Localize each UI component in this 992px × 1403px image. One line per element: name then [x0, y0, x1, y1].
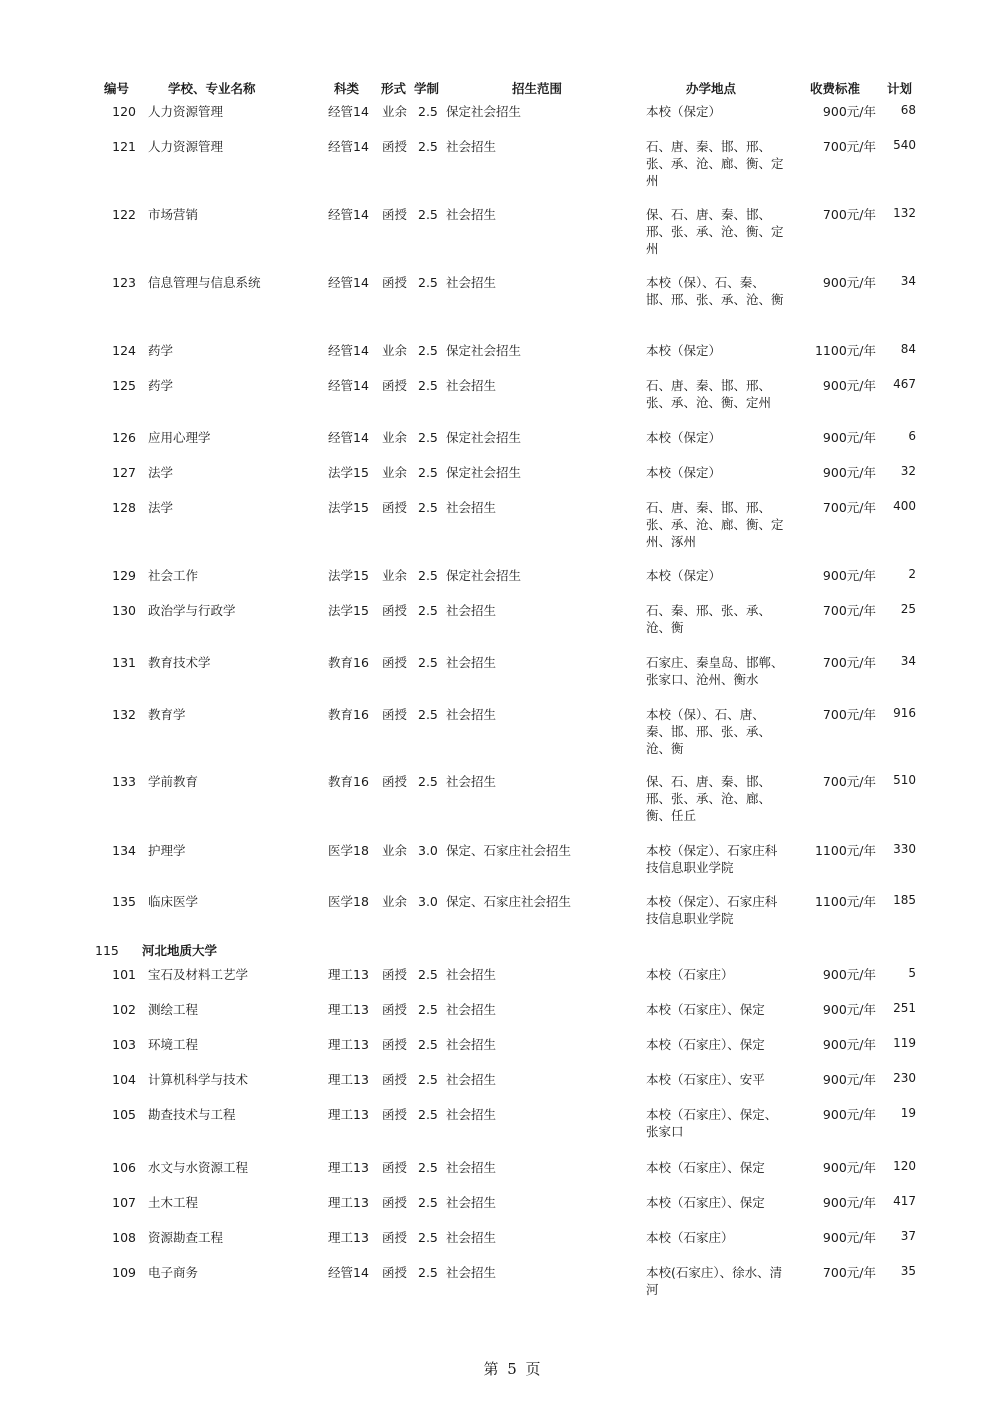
- plan-count: 37: [900, 1229, 916, 1243]
- category: 理工13: [328, 1107, 369, 1122]
- duration: 2.5: [418, 207, 438, 222]
- study-form: 业余: [382, 343, 408, 358]
- category: 理工13: [328, 1230, 369, 1245]
- category: 理工13: [328, 1195, 369, 1210]
- study-form: 函授: [382, 1160, 408, 1175]
- enrollment-scope: 社会招生: [446, 1195, 497, 1210]
- row-number: 104: [112, 1072, 136, 1087]
- category: 经管14: [328, 430, 369, 445]
- plan-count: 132: [893, 206, 916, 220]
- category: 教育16: [328, 774, 369, 789]
- row-number: 120: [112, 104, 136, 119]
- duration: 2.5: [418, 774, 438, 789]
- duration: 2.5: [418, 967, 438, 982]
- fee: 700元/年: [822, 707, 876, 722]
- study-form: 业余: [382, 894, 408, 909]
- location: 本校（保定）: [646, 430, 722, 445]
- category: 理工13: [328, 1072, 369, 1087]
- location: 保、石、唐、秦、邯、邢、张、承、沧、衡、定州: [646, 207, 784, 256]
- major-name: 信息管理与信息系统: [148, 275, 261, 290]
- fee: 700元/年: [822, 603, 876, 618]
- enrollment-scope: 社会招生: [446, 1230, 497, 1245]
- duration: 3.0: [418, 894, 438, 909]
- duration: 2.5: [418, 430, 438, 445]
- major-name: 测绘工程: [148, 1002, 199, 1017]
- major-name: 环境工程: [148, 1037, 199, 1052]
- major-name: 法学: [148, 465, 174, 480]
- plan-count: 32: [900, 464, 916, 478]
- major-name: 临床医学: [148, 894, 199, 909]
- plan-count: 84: [900, 342, 916, 356]
- category: 经管14: [328, 104, 369, 119]
- category: 经管14: [328, 343, 369, 358]
- fee: 900元/年: [822, 378, 876, 393]
- fee: 900元/年: [822, 1002, 876, 1017]
- location: 本校（保定）、石家庄科技信息职业学院: [646, 894, 778, 926]
- study-form: 函授: [382, 655, 408, 670]
- fee: 900元/年: [822, 1160, 876, 1175]
- category: 理工13: [328, 967, 369, 982]
- major-name: 药学: [148, 378, 174, 393]
- enrollment-scope: 社会招生: [446, 655, 497, 670]
- row-number: 127: [112, 465, 136, 480]
- enrollment-scope: 社会招生: [446, 707, 497, 722]
- row-number: 135: [112, 894, 136, 909]
- study-form: 函授: [382, 967, 408, 982]
- study-form: 函授: [382, 1002, 408, 1017]
- duration: 2.5: [418, 1265, 438, 1280]
- duration: 2.5: [418, 275, 438, 290]
- enrollment-scope: 保定、石家庄社会招生: [446, 843, 572, 858]
- major-name: 勘查技术与工程: [148, 1107, 236, 1122]
- row-number: 103: [112, 1037, 136, 1052]
- row-number: 101: [112, 967, 136, 982]
- enrollment-scope: 社会招生: [446, 275, 497, 290]
- header-scope: 招生范围: [512, 81, 563, 96]
- plan-count: 540: [893, 138, 916, 152]
- study-form: 函授: [382, 1230, 408, 1245]
- major-name: 宝石及材料工艺学: [148, 967, 249, 982]
- enrollment-scope: 社会招生: [446, 207, 497, 222]
- page-number: 第 5 页: [483, 1360, 543, 1378]
- fee: 900元/年: [822, 1195, 876, 1210]
- major-name: 人力资源管理: [148, 104, 224, 119]
- location: 石、秦、邢、张、承、沧、衡: [646, 603, 772, 635]
- enrollment-scope: 社会招生: [446, 603, 497, 618]
- plan-count: 230: [893, 1071, 916, 1085]
- header-fee: 收费标准: [810, 81, 861, 96]
- header-form: 形式: [381, 81, 407, 96]
- row-number: 122: [112, 207, 136, 222]
- fee: 900元/年: [822, 1072, 876, 1087]
- category: 理工13: [328, 1160, 369, 1175]
- enrollment-scope: 社会招生: [446, 1002, 497, 1017]
- plan-count: 251: [893, 1001, 916, 1015]
- school-code: 115: [95, 943, 119, 958]
- study-form: 业余: [382, 104, 408, 119]
- location: 本校（石家庄）、保定: [646, 1037, 765, 1052]
- duration: 3.0: [418, 843, 438, 858]
- fee: 900元/年: [822, 275, 876, 290]
- duration: 2.5: [418, 500, 438, 515]
- category: 理工13: [328, 1002, 369, 1017]
- study-form: 业余: [382, 465, 408, 480]
- major-name: 应用心理学: [148, 430, 211, 445]
- duration: 2.5: [418, 1037, 438, 1052]
- duration: 2.5: [418, 1230, 438, 1245]
- location: 本校（石家庄）、保定: [646, 1195, 765, 1210]
- major-name: 政治学与行政学: [148, 603, 236, 618]
- duration: 2.5: [418, 1160, 438, 1175]
- duration: 2.5: [418, 707, 438, 722]
- enrollment-scope: 社会招生: [446, 1072, 497, 1087]
- location: 本校（保定）: [646, 465, 722, 480]
- study-form: 函授: [382, 500, 408, 515]
- major-name: 水文与水资源工程: [148, 1160, 249, 1175]
- enrollment-scope: 社会招生: [446, 1265, 497, 1280]
- fee: 900元/年: [822, 1037, 876, 1052]
- plan-count: 34: [900, 654, 916, 668]
- major-name: 人力资源管理: [148, 139, 224, 154]
- duration: 2.5: [418, 465, 438, 480]
- school-name: 河北地质大学: [142, 943, 218, 958]
- row-number: 126: [112, 430, 136, 445]
- duration: 2.5: [418, 568, 438, 583]
- row-number: 123: [112, 275, 136, 290]
- study-form: 函授: [382, 378, 408, 393]
- location: 本校（保）、石、秦、邯、邢、张、承、沧、衡: [646, 275, 784, 307]
- category: 经管14: [328, 207, 369, 222]
- major-name: 学前教育: [148, 774, 199, 789]
- major-name: 社会工作: [148, 568, 199, 583]
- plan-count: 417: [893, 1194, 916, 1208]
- enrollment-scope: 社会招生: [446, 378, 497, 393]
- plan-count: 330: [893, 842, 916, 856]
- plan-count: 35: [900, 1264, 916, 1278]
- study-form: 函授: [382, 603, 408, 618]
- fee: 900元/年: [822, 430, 876, 445]
- enrollment-scope: 保定社会招生: [446, 104, 522, 119]
- category: 经管14: [328, 1265, 369, 1280]
- enrollment-scope: 保定社会招生: [446, 343, 522, 358]
- header-name: 学校、专业名称: [168, 81, 256, 96]
- enrollment-scope: 保定、石家庄社会招生: [446, 894, 572, 909]
- duration: 2.5: [418, 343, 438, 358]
- location: 本校（石家庄）: [646, 1230, 734, 1245]
- location: 本校（保定）: [646, 568, 722, 583]
- study-form: 业余: [382, 568, 408, 583]
- row-number: 124: [112, 343, 136, 358]
- fee: 700元/年: [822, 207, 876, 222]
- plan-count: 119: [893, 1036, 916, 1050]
- major-name: 护理学: [148, 843, 186, 858]
- header-duration: 学制: [414, 81, 440, 96]
- fee: 1100元/年: [814, 843, 876, 858]
- row-number: 129: [112, 568, 136, 583]
- fee: 700元/年: [822, 774, 876, 789]
- study-form: 函授: [382, 1107, 408, 1122]
- major-name: 教育学: [148, 707, 186, 722]
- row-number: 121: [112, 139, 136, 154]
- location: 本校（保定）、石家庄科技信息职业学院: [646, 843, 778, 875]
- row-number: 130: [112, 603, 136, 618]
- enrollment-scope: 社会招生: [446, 967, 497, 982]
- header-location: 办学地点: [686, 81, 737, 96]
- location: 本校（保）、石、唐、秦、邯、邢、张、承、沧、衡: [646, 707, 772, 756]
- row-number: 102: [112, 1002, 136, 1017]
- major-name: 资源勘查工程: [148, 1230, 224, 1245]
- plan-count: 19: [900, 1106, 916, 1120]
- category: 法学15: [328, 500, 369, 515]
- study-form: 函授: [382, 275, 408, 290]
- duration: 2.5: [418, 104, 438, 119]
- duration: 2.5: [418, 1002, 438, 1017]
- category: 医学18: [328, 894, 369, 909]
- study-form: 函授: [382, 1037, 408, 1052]
- header-category: 科类: [334, 81, 360, 96]
- category: 教育16: [328, 707, 369, 722]
- fee: 1100元/年: [814, 894, 876, 909]
- plan-count: 34: [900, 274, 916, 288]
- fee: 900元/年: [822, 568, 876, 583]
- location: 本校（石家庄）、保定: [646, 1002, 765, 1017]
- category: 医学18: [328, 843, 369, 858]
- row-number: 107: [112, 1195, 136, 1210]
- fee: 900元/年: [822, 465, 876, 480]
- duration: 2.5: [418, 1107, 438, 1122]
- major-name: 市场营销: [148, 207, 199, 222]
- study-form: 函授: [382, 707, 408, 722]
- study-form: 函授: [382, 207, 408, 222]
- location: 本校（石家庄）、保定: [646, 1160, 765, 1175]
- location: 石、唐、秦、邯、邢、张、承、沧、衡、定州: [646, 378, 772, 410]
- plan-count: 120: [893, 1159, 916, 1173]
- location: 保、石、唐、秦、邯、邢、张、承、沧、廊、衡、任丘: [646, 774, 772, 823]
- duration: 2.5: [418, 603, 438, 618]
- location: 本校（石家庄）、安平: [646, 1072, 765, 1087]
- enrollment-scope: 社会招生: [446, 1160, 497, 1175]
- row-number: 132: [112, 707, 136, 722]
- category: 经管14: [328, 139, 369, 154]
- major-name: 教育技术学: [148, 655, 211, 670]
- row-number: 109: [112, 1265, 136, 1280]
- fee: 700元/年: [822, 1265, 876, 1280]
- header-plan: 计划: [887, 81, 913, 96]
- plan-count: 916: [893, 706, 916, 720]
- fee: 900元/年: [822, 1230, 876, 1245]
- category: 法学15: [328, 603, 369, 618]
- plan-count: 185: [893, 893, 916, 907]
- plan-count: 2: [908, 567, 916, 581]
- category: 教育16: [328, 655, 369, 670]
- category: 法学15: [328, 465, 369, 480]
- row-number: 134: [112, 843, 136, 858]
- plan-count: 25: [900, 602, 916, 616]
- row-number: 125: [112, 378, 136, 393]
- row-number: 108: [112, 1230, 136, 1245]
- enrollment-scope: 社会招生: [446, 139, 497, 154]
- major-name: 药学: [148, 343, 174, 358]
- category: 经管14: [328, 378, 369, 393]
- duration: 2.5: [418, 139, 438, 154]
- enrollment-scope: 保定社会招生: [446, 465, 522, 480]
- plan-count: 467: [893, 377, 916, 391]
- duration: 2.5: [418, 1072, 438, 1087]
- duration: 2.5: [418, 378, 438, 393]
- fee: 1100元/年: [814, 343, 876, 358]
- category: 理工13: [328, 1037, 369, 1052]
- plan-count: 400: [893, 499, 916, 513]
- category: 法学15: [328, 568, 369, 583]
- plan-count: 68: [900, 103, 916, 117]
- fee: 700元/年: [822, 500, 876, 515]
- location: 石、唐、秦、邯、邢、张、承、沧、廊、衡、定州、涿州: [646, 500, 784, 549]
- fee: 700元/年: [822, 655, 876, 670]
- fee: 900元/年: [822, 104, 876, 119]
- fee: 700元/年: [822, 139, 876, 154]
- row-number: 128: [112, 500, 136, 515]
- header-no: 编号: [104, 81, 130, 96]
- enrollment-scope: 保定社会招生: [446, 430, 522, 445]
- enrollment-scope: 社会招生: [446, 774, 497, 789]
- location: 本校（保定）: [646, 104, 722, 119]
- enrollment-scope: 社会招生: [446, 500, 497, 515]
- location: 本校（石家庄）: [646, 967, 734, 982]
- major-name: 法学: [148, 500, 174, 515]
- fee: 900元/年: [822, 1107, 876, 1122]
- study-form: 业余: [382, 843, 408, 858]
- study-form: 业余: [382, 430, 408, 445]
- location: 本校（石家庄）、保定、张家口: [646, 1107, 778, 1139]
- location: 本校(石家庄）、徐水、清河: [646, 1265, 783, 1297]
- row-number: 106: [112, 1160, 136, 1175]
- enrollment-scope: 社会招生: [446, 1037, 497, 1052]
- study-form: 函授: [382, 1072, 408, 1087]
- major-name: 电子商务: [148, 1265, 199, 1280]
- fee: 900元/年: [822, 967, 876, 982]
- duration: 2.5: [418, 1195, 438, 1210]
- study-form: 函授: [382, 774, 408, 789]
- location: 石家庄、秦皇岛、邯郸、张家口、沧州、衡水: [646, 655, 784, 687]
- location: 石、唐、秦、邯、邢、张、承、沧、廊、衡、定州: [646, 139, 784, 188]
- plan-count: 510: [893, 773, 916, 787]
- enrollment-scope: 保定社会招生: [446, 568, 522, 583]
- major-name: 土木工程: [148, 1195, 199, 1210]
- plan-count: 6: [908, 429, 916, 443]
- row-number: 133: [112, 774, 136, 789]
- plan-count: 5: [908, 966, 916, 980]
- major-name: 计算机科学与技术: [148, 1072, 249, 1087]
- study-form: 函授: [382, 139, 408, 154]
- study-form: 函授: [382, 1265, 408, 1280]
- row-number: 131: [112, 655, 136, 670]
- study-form: 函授: [382, 1195, 408, 1210]
- enrollment-scope: 社会招生: [446, 1107, 497, 1122]
- location: 本校（保定）: [646, 343, 722, 358]
- duration: 2.5: [418, 655, 438, 670]
- category: 经管14: [328, 275, 369, 290]
- row-number: 105: [112, 1107, 136, 1122]
